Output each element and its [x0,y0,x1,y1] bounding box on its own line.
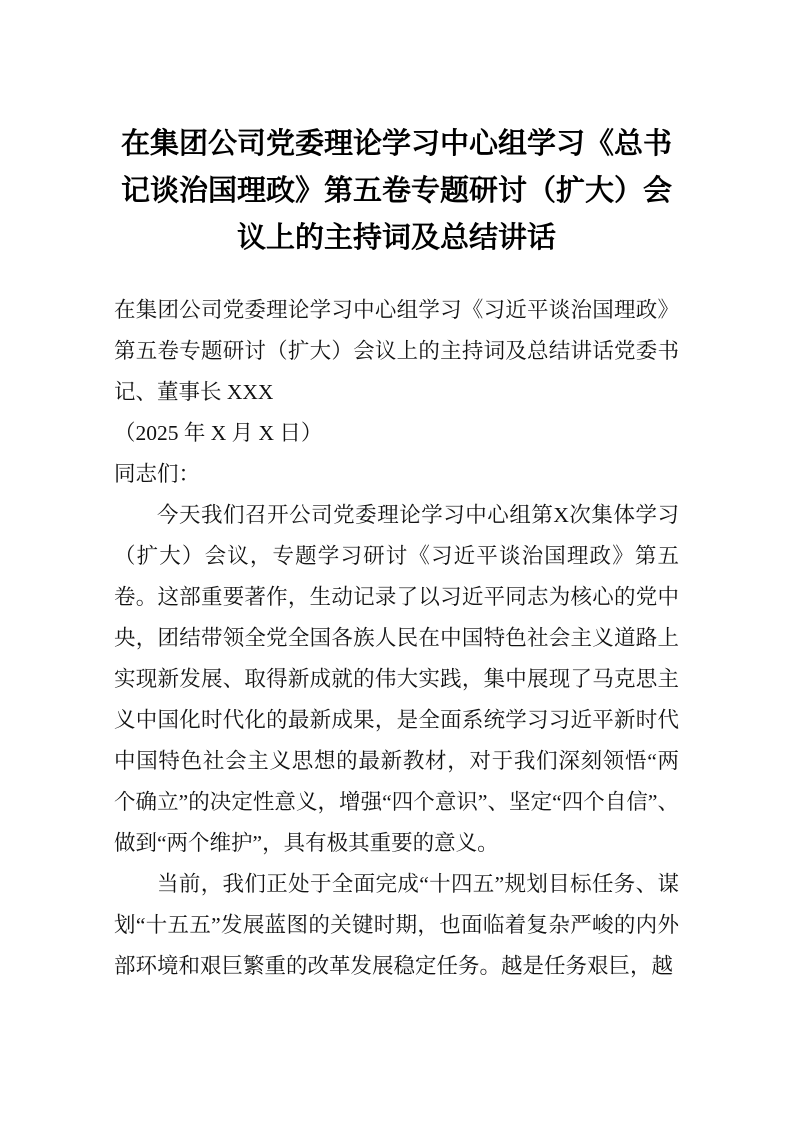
paragraph: 今天我们召开公司党委理论学习中心组第X次集体学习（扩大）会议，专题学习研讨《习近平谈治国理政》第五卷。这部重要著作，生动记录了以习近平同志为核心的党中央，团结带领全党全国各族人民在中国特色社会主义道路上实现新发展、取得新成就的伟大实践，集中展现了马克思主义中国化时代化的最新成果，是全面系统学习习近平新时代中国特色社会主义思想的最新教材，对于我们深刻领悟“两个确立”的决定性意义，增强“四个意识”、坚定“四个自信”、做到“两个维护”，具有极其重要的意义。 [114,503,679,855]
document-body [114,290,679,987]
paragraph: （2025 年 X 月 X 日） [114,421,323,445]
paragraph: 当前，我们正处于全面完成“十四五”规划目标任务、谋划“十五五”发展蓝图的关键时期，也面临着复杂严峻的内外部环境和艰巨繁重的改革发展稳定任务。越是任务艰巨，越 [114,872,679,978]
paragraph: 同志们： [114,462,201,486]
paragraph: 在集团公司党委理论学习中心组学习《习近平谈治国理政》第五卷专题研讨（扩大）会议上的主持词及总结讲话党委书记、董事长 XXX [114,298,679,404]
document-title: 在集团公司党委理论学习中心组学习《总书记谈治国理政》第五卷专题研讨（扩大）会议上的主持词及总结讲话 [120,128,672,254]
